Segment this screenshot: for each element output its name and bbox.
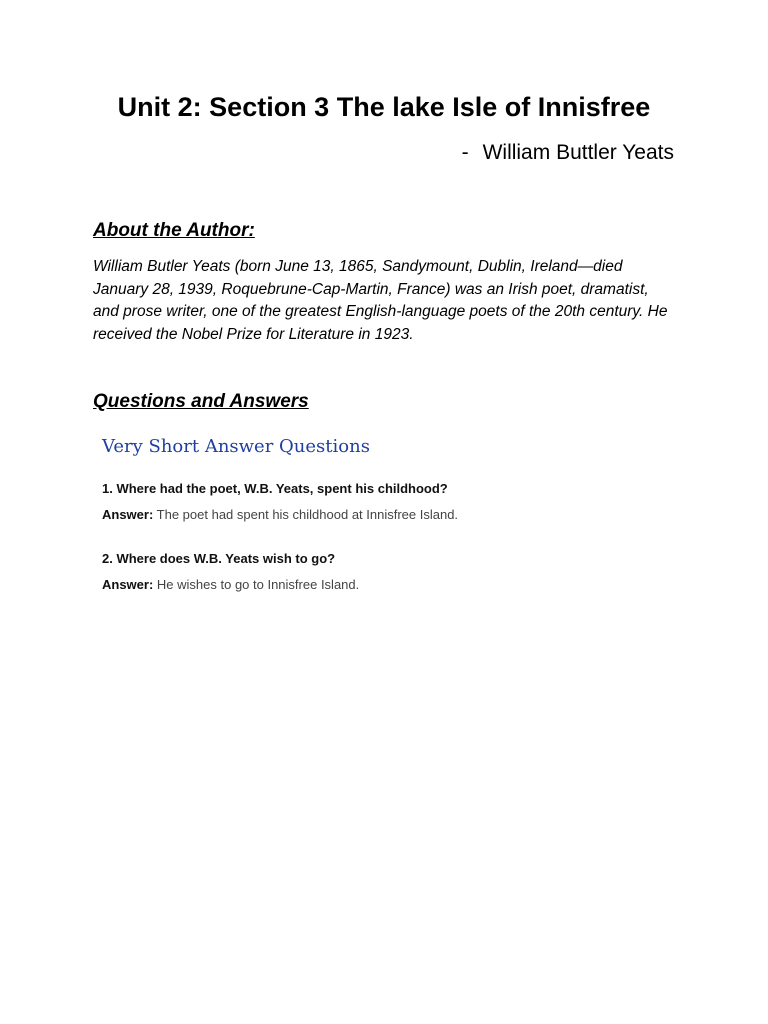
byline-author: William Buttler Yeats [482,141,674,164]
questions-answers-heading: Questions and Answers [93,391,309,412]
qa-section [102,434,662,620]
byline-dash: - [461,141,469,164]
answer-body: He wishes to go to Innisfree Island. [153,577,360,592]
answer-label: Answer: [102,577,154,592]
page-title: Unit 2: Section 3 The lake Isle of Innisfree [117,92,651,122]
question-text: 1. Where had the poet, W.B. Yeats, spent his childhood? [102,481,448,496]
author-byline [462,138,674,168]
answer-text [102,506,662,524]
answer-body: The poet had spent his childhood at Innisfree Island. [153,507,459,522]
answer-label: Answer: [102,507,154,522]
answer-text [102,576,662,594]
qa-item [102,480,662,524]
qa-item [102,550,662,594]
question-text: 2. Where does W.B. Yeats wish to go? [102,551,336,566]
about-author-text: William Butler Yeats (born June 13, 1865, Sandymount, Dublin, Ireland—died January 28, 1939, Roquebrune-Cap-Martin, France) was an Irish poet, dramatist, and prose writer, one of the greatest English-language poets of the 20th century. He received the Nobel Prize for Literature in 1923. [93,258,668,343]
about-author-heading: About the Author: [93,220,255,241]
qa-section-title: Very Short Answer Questions [102,436,370,457]
